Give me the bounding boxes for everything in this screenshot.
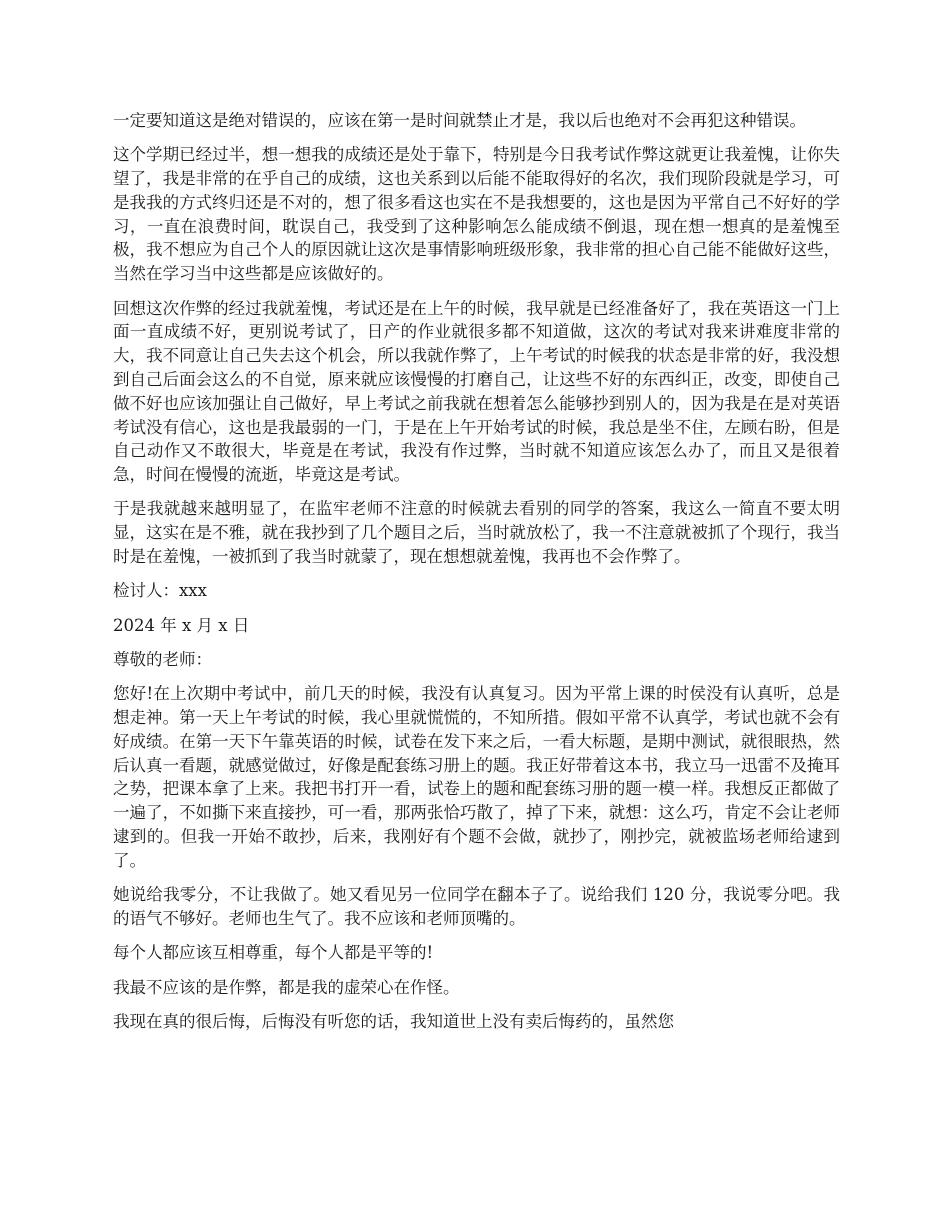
paragraph-1: 一定要知道这是绝对错误的，应该在第一是时间就禁止才是，我以后也绝对不会再犯这种错误。 [113, 111, 806, 130]
paragraph-3: 回想这次作弊的经过我就羞愧，考试还是在上午的时候，我早就是已经准备好了，我在英语这一门上面一直成绩不好，更别说考试了，日产的作业就很多都不知道做，这次的考试对我来讲难度非常的大，我不同意让自己失去这个机会，所以我就作弊了，上午考试的时候我的状态是非常的好，我没想到自己后面会这么的不自觉，原来就应该慢慢的打磨自己，让这些不好的东西纠正，改变，即使自己做不好也应该加强让自己做好，早上考试之前我就在想着怎么能够抄到别人的，因为我是在是对英语考试没有信心，这也是我最弱的一门，于是在上午开始考试的时候，我总是坐不住，左顾右盼，但是自己动作又不敢很大，毕竟是在考试，我没有作过弊，当时就不知道应该怎么办了，而且又是很着急，时间在慢慢的流逝，毕竟这是考试。 [113, 298, 840, 485]
salutation: 尊敬的老师： [113, 649, 212, 669]
paragraph-11: 我最不应该的是作弊，都是我的虚荣心在作怪。 [113, 977, 460, 997]
paragraph-12: 我现在真的很后悔，后悔没有听您的话，我知道世上没有卖后悔药的，虽然您 [113, 1011, 674, 1031]
paragraph-10: 每个人都应该互相尊重，每个人都是平等的! [113, 943, 434, 963]
paragraph-2: 这个学期已经过半，想一想我的成绩还是处于靠下，特别是今日我考试作弊这就更让我羞愧，让你失望了，我是非常的在乎自己的成绩，这也关系到以后能不能取得好的名次，我们现阶段就是学习，可是我我的方式终归还是不对的，想了很多看这也实在不是我想要的，这也是因为平常自己不好好的学习，一直在浪费时间，耽误自己，我受到了这种影响怎么能成绩不倒退，现在想一想真的是羞愧至极，我不想应为自己个人的原因就让这次是事情影响班级形象，我非常的担心自己能不能做好这些，当然在学习当中这些都是应该做好的。 [113, 145, 840, 284]
paragraph-9: 她说给我零分，不让我做了。她又看见另一位同学在翻本子了。说给我们 120 分，我说零分吧。我的语气不够好。老师也生气了。我不应该和老师顶嘴的。 [113, 885, 840, 928]
signature-line: 检讨人：xxx [113, 581, 207, 601]
document-body [113, 109, 840, 1044]
paragraph-8: 您好!在上次期中考试中，前几天的时候，我没有认真复习。因为平常上课的时侯没有认真听，总是想走神。第一天上午考试的时候，我心里就慌慌的，不知所措。假如平常不认真学，考试也就不会有好成绩。在第一天下午靠英语的时候，试卷在发下来之后，一看大标题，是期中测试，就很眼热，然后认真一看题，就感觉做过，好像是配套练习册上的题。我正好带着这本书，我立马一迅雷不及掩耳之势，把课本拿了上来。我把书打开一看，试卷上的题和配套练习册的题一模一样。我想反正都做了一遍了，不如撕下来直接抄，可一看，那两张恰巧散了，掉了下来，就想：这么巧，肯定不会让老师逮到的。但我一开始不敢抄，后来，我刚好有个题不会做，就抄了，刚抄完，就被监场老师给逮到了。 [113, 684, 840, 870]
paragraph-4: 于是我就越来越明显了，在监牢老师不注意的时候就去看别的同学的答案，我这么一简直不要太明显，这实在是不雅，就在我抄到了几个题目之后，当时就放松了，我一不注意就被抓了个现行，我当时是在羞愧，一被抓到了我当时就蒙了，现在想想就羞愧，我再也不会作弊了。 [113, 499, 840, 567]
date-line: 2024 年 x 月 x 日 [113, 615, 250, 635]
